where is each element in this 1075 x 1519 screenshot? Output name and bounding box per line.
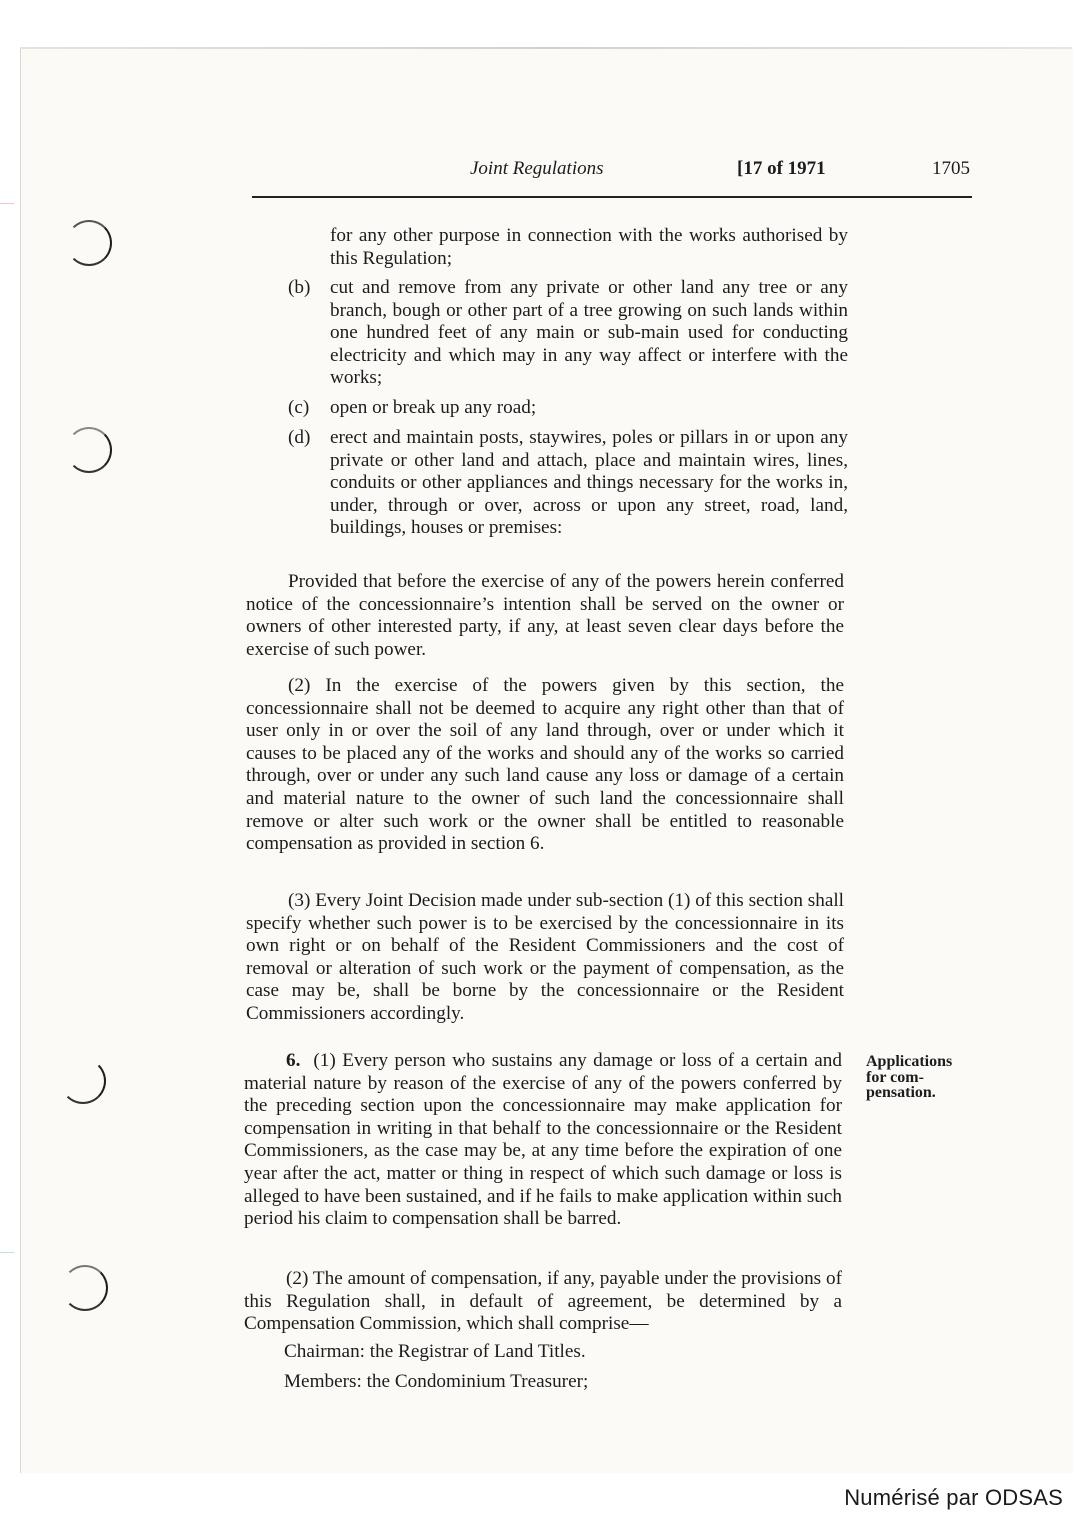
section-6-subsection-1 — [244, 1050, 842, 1231]
edge-mark — [0, 1252, 14, 1253]
subsection-3-paragraph: (3) Every Joint Decision made under sub-section (1) of this section shall specify whether such power is to be exercised by the concessionnaire in its own right or on behalf of the Resident Commissioners and the cost of removal or alteration of such work or the payment of compensation, as the case may be, shall be borne by the concessionnaire or the Resident Commissioners accordingly. — [246, 890, 844, 1024]
subsection-2-paragraph: (2) In the exercise of the powers given by this section, the concessionnaire shall not be deemed to acquire any right other than that of user only in or over the soil of any land through, over or under which it causes to be placed any of the works and should any of the works so carried through, over or under any such land cause any loss or damage of a certain and material nature to the owner of such land the concessionnaire shall remove or alter such work or the owner shall be entitled to reasonable compensation as provided in section 6. — [246, 675, 844, 855]
header-rule — [252, 196, 972, 198]
edge-mark — [0, 203, 14, 204]
commission-members: Members: the Condominium Treasurer; — [284, 1371, 589, 1392]
digitization-watermark: Numérisé par ODSAS — [844, 1485, 1063, 1510]
section-6-sub-1-text: (1) Every person who sustains any damage or loss of a certain and material nature by reason of the exercise of any of the powers conferred by the preceding section upon the concessionnaire may make application for compensation in writing in that behalf to the concessionnaire or the Resident Commissioners, as the case may be, at any time before the expiration of one year after the act, matter or thing in respect of which such damage or loss is alleged to have been sustained, and if he fails to make application within such period his claim to compensation shall be barred. — [244, 1050, 842, 1230]
punch-hole — [62, 1265, 108, 1311]
punch-hole — [66, 427, 112, 473]
proviso-paragraph: Provided that before the exercise of any of the powers herein conferred notice of the concessionnaire’s intention shall be served on the owner or owners of other interested party, if any, at least seven clear days before the exercise of such power. — [246, 571, 844, 660]
item-text-c: open or break up any road; — [330, 397, 537, 418]
commission-chairman: Chairman: the Registrar of Land Titles. — [284, 1341, 586, 1362]
item-text-b: cut and remove from any private or other land any tree or any branch, bough or other part of a tree growing on such lands within one hundred feet of any main or sub-main used for conducting electricity and which may in any way affect or interfere with the works; — [330, 277, 848, 389]
section-6-subsection-2: (2) The amount of compensation, if any, payable under the provisions of this Regulation shall, in default of agreement, be determined by a Compensation Commission, which shall comprise— — [244, 1268, 842, 1335]
item-text-d: erect and maintain posts, staywires, poles or pillars in or upon any private or other land and attach, place and maintain wires, lines, conduits or other appliances and things necessary for the works in, under, through or over, across or upon any street, road, land, buildings, houses or premises: — [330, 427, 848, 539]
page-top-edge — [20, 47, 1072, 49]
header-act-reference: [17 of 1971 — [737, 158, 826, 179]
item-label-d: (d) — [288, 427, 311, 448]
item-label-c: (c) — [288, 397, 310, 418]
margin-note: Applications for com-pensation. — [866, 1053, 953, 1101]
header-title: Joint Regulations — [470, 158, 604, 179]
page-number: 1705 — [932, 158, 970, 179]
punch-hole — [60, 1058, 106, 1104]
continuation-paragraph: for any other purpose in connection with the works authorised by this Regulation; — [330, 225, 848, 269]
running-header — [250, 158, 972, 184]
section-number: 6. — [286, 1050, 301, 1071]
item-label-b: (b) — [288, 277, 311, 298]
punch-hole — [66, 220, 112, 266]
